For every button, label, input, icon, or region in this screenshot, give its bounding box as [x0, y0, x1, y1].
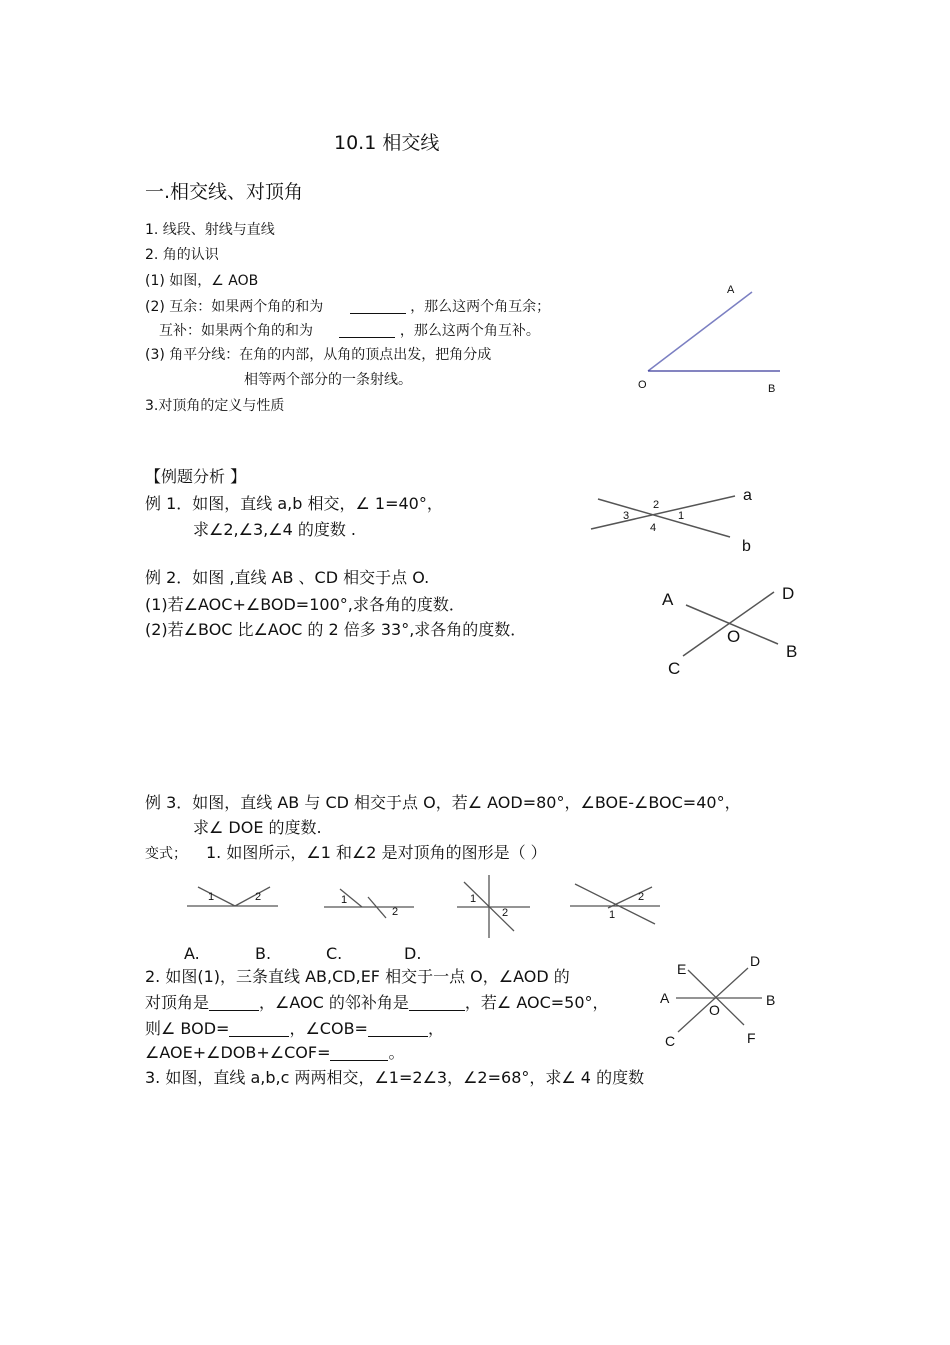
- label-f: F: [747, 1030, 756, 1046]
- label-2: 2: [502, 907, 509, 919]
- q2-line1: 2. 如图(1)，三条直线 AB,CD,EF 相交于一点 O，∠AOD 的: [145, 967, 570, 986]
- complementary-text-end: ，那么这两个角互余；: [410, 299, 551, 315]
- item-bisector: (3) 角平分线：在角的内部，从角的顶点出发，把角分成: [145, 347, 492, 363]
- line-cd: [678, 968, 748, 1032]
- label-1: 1: [470, 893, 477, 905]
- label-a: A: [660, 990, 670, 1006]
- example1-line2: 求∠2,∠3,∠4 的度数 .: [193, 520, 357, 539]
- option-a-label[interactable]: A.: [184, 944, 200, 963]
- label-angle-2: 2: [653, 499, 660, 511]
- label-2: 2: [638, 891, 645, 903]
- label-b: B: [768, 383, 776, 395]
- q2-text: 。: [388, 1043, 405, 1062]
- label-angle-3: 3: [623, 510, 630, 522]
- example3-line2: 求∠ DOE 的度数.: [193, 818, 322, 837]
- item-line-segment: 1. 线段、射线与直线: [145, 222, 275, 238]
- option-c-label[interactable]: C.: [326, 944, 343, 963]
- option-d-label[interactable]: D.: [404, 944, 422, 963]
- item-aob: (1) 如图，∠ AOB: [145, 273, 259, 289]
- q2-text: ，: [427, 1019, 444, 1038]
- label-c: C: [665, 1033, 676, 1049]
- example2-line1: 例 2．如图 ,直线 AB 、CD 相交于点 O.: [145, 568, 430, 587]
- variant-label: 变式；: [145, 846, 187, 862]
- label-b: B: [766, 992, 776, 1008]
- q2-text: 则∠ BOD=: [145, 1019, 230, 1038]
- item-vertical-angles: 3.对顶角的定义与性质: [145, 398, 285, 414]
- example3-line1: 例 3．如图，直线 AB 与 CD 相交于点 O，若∠ AOD=80°，∠BOE-∠BOC=40°，: [145, 793, 741, 812]
- example1-line1: 例 1．如图，直线 a,b 相交，∠ 1=40°，: [145, 494, 443, 513]
- label-c: C: [668, 659, 681, 678]
- page-title: 10.1 相交线: [334, 132, 440, 154]
- label-d: D: [782, 584, 795, 603]
- q2-text: ∠AOE+∠DOB+∠COF=: [145, 1043, 331, 1062]
- supplementary-text-end: ，那么这两个角互补。: [399, 323, 540, 339]
- variant-question-1: 1. 如图所示，∠1 和∠2 是对顶角的图形是（ ）: [206, 843, 547, 862]
- supplementary-text: 互补：如果两个角的和为: [159, 323, 313, 339]
- label-d: D: [750, 953, 761, 969]
- q2-text: ，∠AOC 的邻补角是: [259, 993, 409, 1012]
- label-o: O: [709, 1002, 720, 1018]
- label-2: 2: [392, 906, 399, 918]
- examples-header: 【例题分析 】: [145, 467, 247, 486]
- item-bisector-cont: 相等两个部分的一条射线。: [244, 372, 412, 388]
- label-b: B: [786, 642, 798, 661]
- label-e: E: [677, 961, 687, 977]
- label-angle-1: 1: [678, 510, 685, 522]
- label-2: 2: [255, 891, 262, 903]
- section-heading: 一.相交线、对顶角: [145, 181, 304, 203]
- label-1: 1: [609, 909, 616, 921]
- item-angle: 2. 角的认识: [145, 247, 219, 263]
- label-line-a: a: [743, 487, 752, 504]
- label-1: 1: [341, 894, 348, 906]
- label-a: A: [662, 590, 674, 609]
- label-angle-4: 4: [650, 522, 657, 534]
- example2-line2: (1)若∠AOC+∠BOD=100°,求各角的度数．: [145, 595, 465, 614]
- q3-line1: 3. 如图，直线 a,b,c 两两相交，∠1=2∠3，∠2=68°，求∠ 4 的度数: [145, 1068, 645, 1087]
- label-a: A: [727, 284, 735, 296]
- q2-text: ，∠COB=: [289, 1019, 368, 1038]
- example2-line3: (2)若∠BOC 比∠AOC 的 2 倍多 33°,求各角的度数．: [145, 620, 527, 639]
- q2-text: ，若∠ AOC=50°，: [464, 993, 609, 1012]
- label-o: O: [638, 379, 647, 391]
- option-b-label[interactable]: B.: [255, 944, 272, 963]
- label-1: 1: [208, 891, 215, 903]
- label-o: O: [727, 627, 741, 646]
- q2-text: 对顶角是: [145, 993, 210, 1012]
- label-line-b: b: [742, 538, 751, 555]
- complementary-text: (2) 互余：如果两个角的和为: [145, 299, 324, 315]
